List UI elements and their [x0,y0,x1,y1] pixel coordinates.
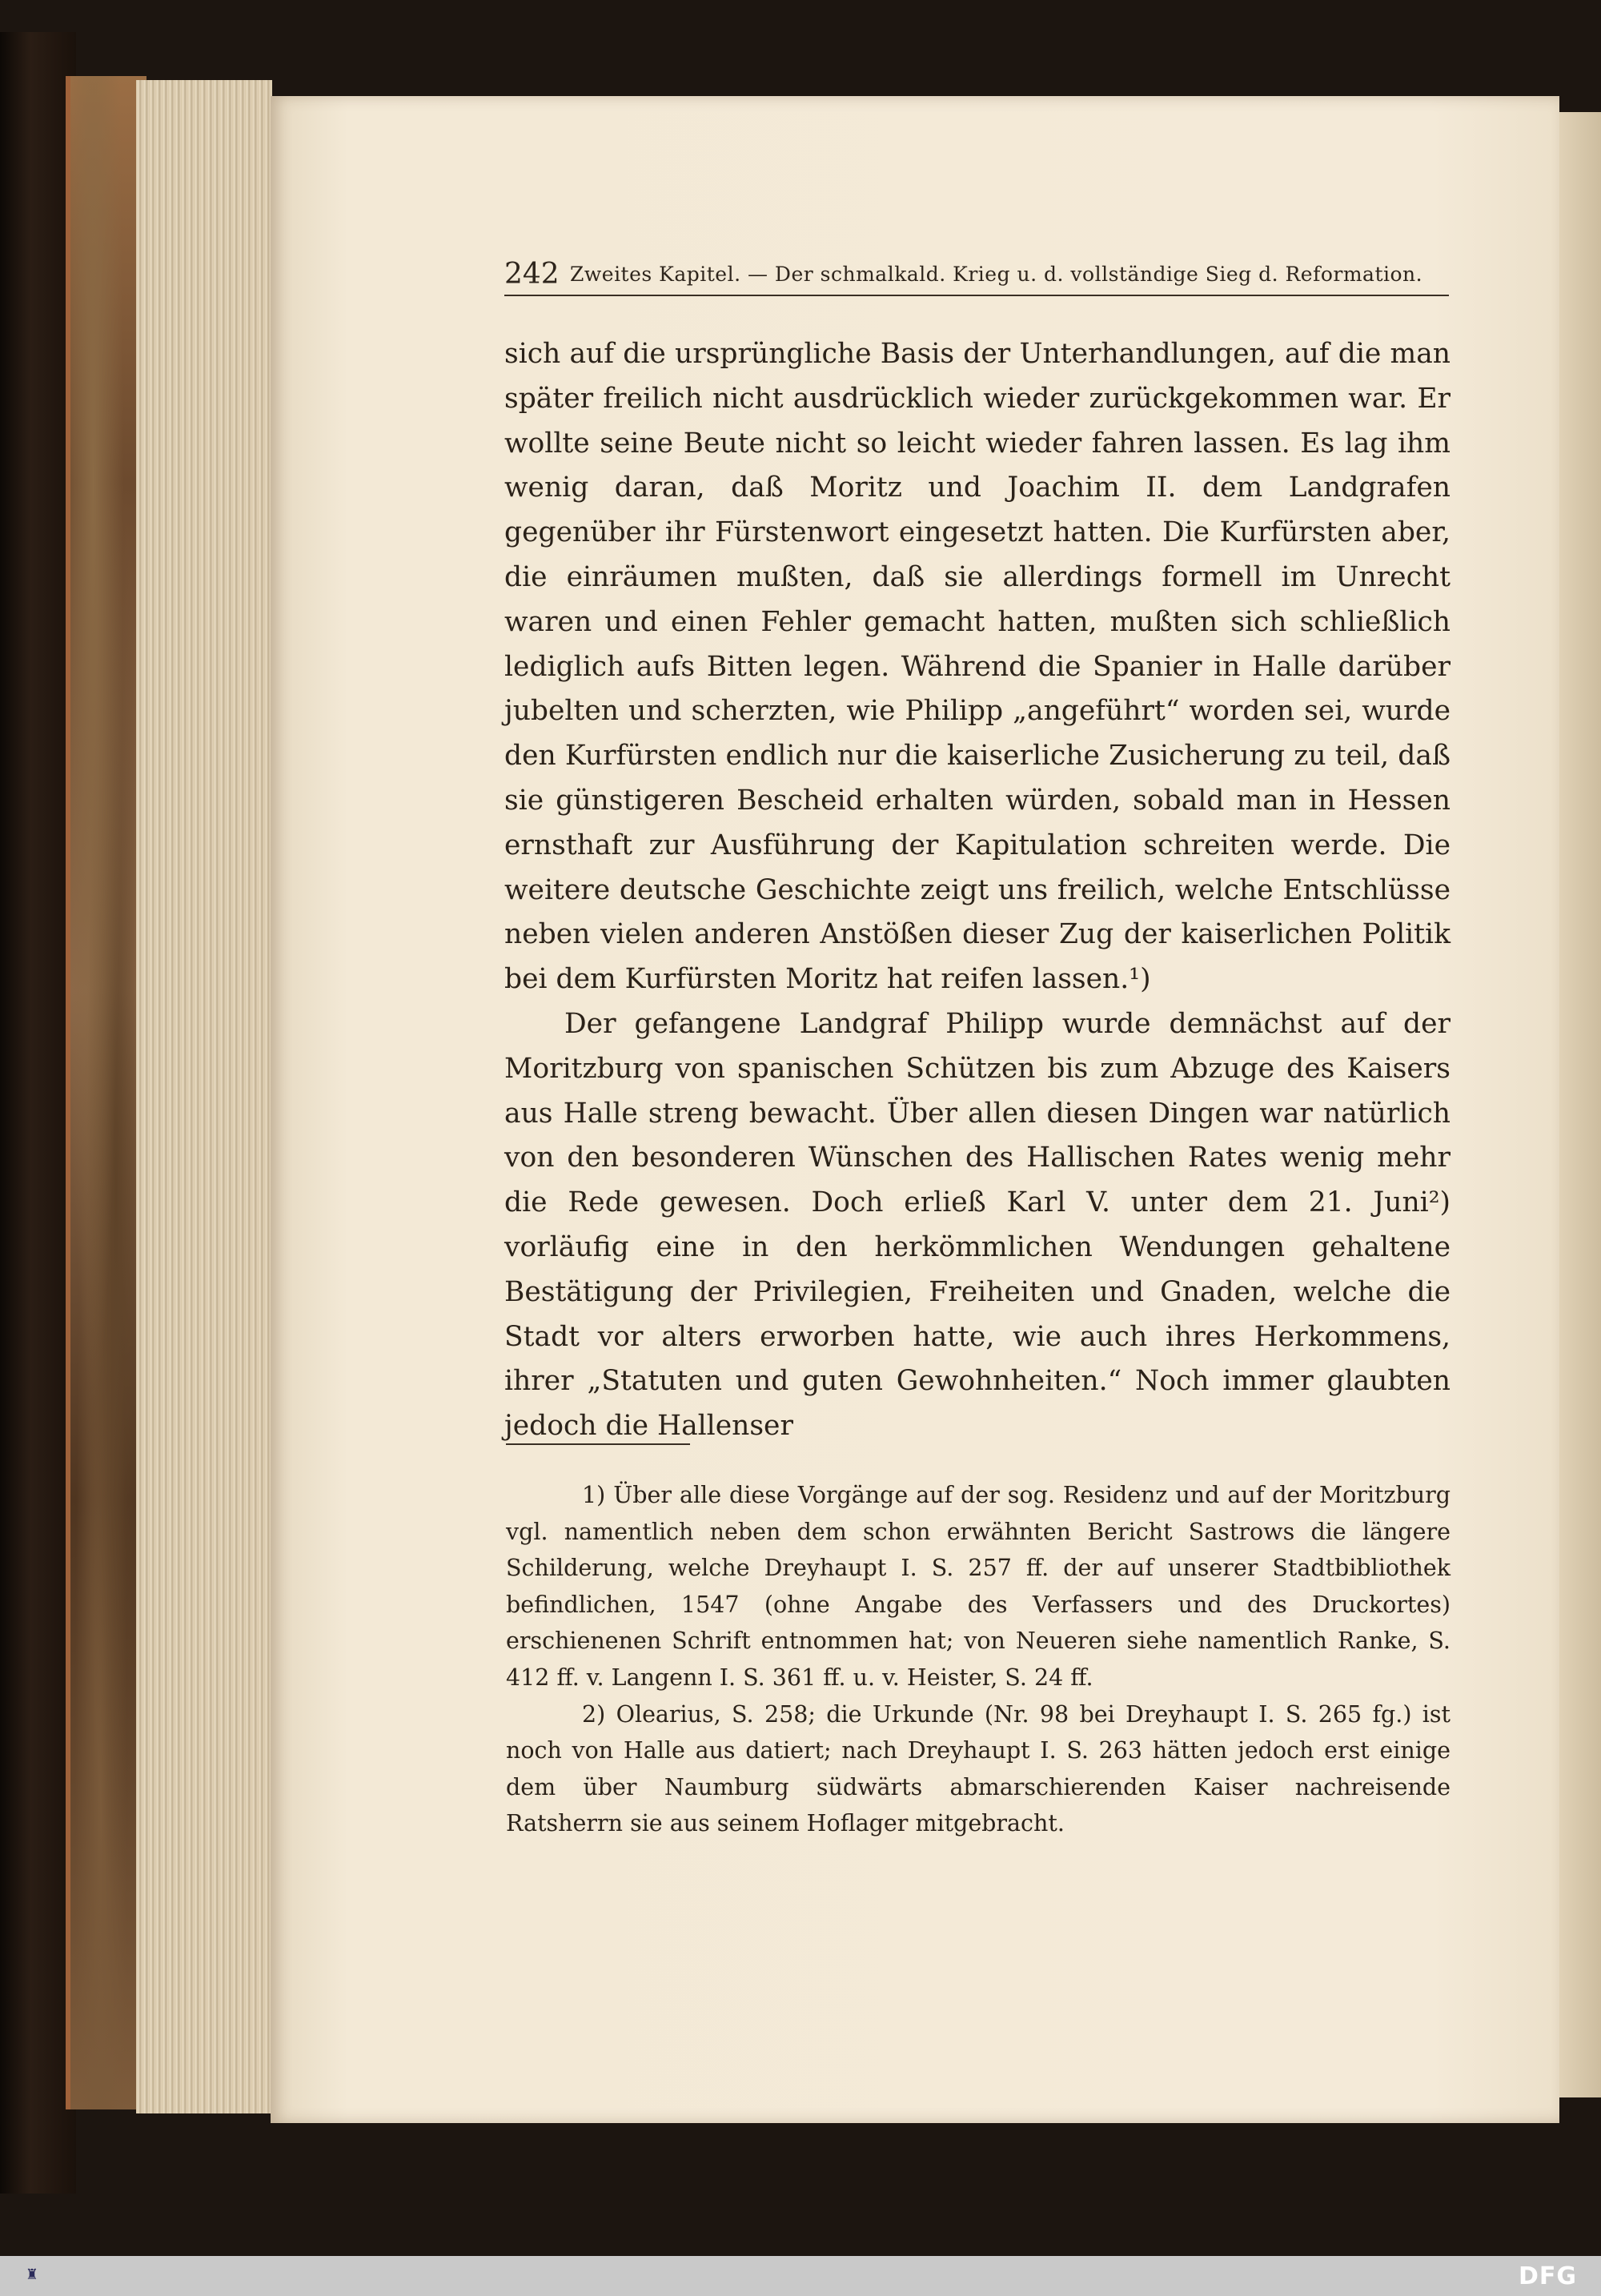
footnotes [506,1477,1451,1842]
right-page-edge [1557,112,1601,2097]
page-number: 242 [504,258,560,291]
paragraph-1: sich auf die ursprüngliche Basis der Unterhandlungen, auf die man später freilich nicht ausdrücklich wieder zurückgekommen war. Er wollte seine Beute nicht so leicht wieder fahren lassen. Es lag ihm wenig daran, daß Moritz und Joachim II. dem Landgrafen gegenüber ihr Fürstenwort eingesetzt hatten. Die Kurfürsten aber, die einräumen mußten, daß sie allerdings formell im Unrecht waren und einen Fehler gemacht hatten, mußten sich schließlich lediglich aufs Bitten legen. Während die Spanier in Halle darüber jubelten und scherzten, wie Philipp „angeführt“ worden sei, wurde den Kurfürsten endlich nur die kaiserliche Zusicherung zu teil, daß sie günstigeren Bescheid erhalten würden, sobald man in Hessen ernsthaft zur Ausführung der Kapitulation schreiten werde. Die weitere deutsche Geschichte zeigt uns freilich, welche Entschlüsse neben vielen anderen Anstößen dieser Zug der kaiserlichen Politik bei dem Kurfürsten Moritz hat reifen lassen.¹) [504,338,1451,996]
dfg-logo: DFG [1518,2262,1577,2290]
page-header [504,255,1449,296]
footnote-rule [506,1443,690,1445]
footnote-2: 2) Olearius, S. 258; die Urkunde (Nr. 98 bei Dreyhaupt I. S. 265 fg.) ist noch von Halle aus datiert; nach Dreyhaupt I. S. 263 hätten jedoch erst einige dem über Naumburg südwärts abmarschierenden Kaiser nachreisende Ratsherrn sie aus seinem Hoflager mitgebracht. [506,1700,1451,1837]
footnote-1: 1) Über alle diese Vorgänge auf der sog. Residenz und auf der Moritzburg vgl. namentlich neben dem schon erwähnten Bericht Sastrows die längere Schilderung, welche Dreyhaupt I. S. 257 ff. der auf unserer Stadtbibliothek befindlichen, 1547 (ohne Angabe des Verfassers und des Druckortes) erschienenen Schrift entnommen hat; von Neueren siehe namentlich Ranke, S. 412 ff. v. Langenn I. S. 361 ff. u. v. Heister, S. 24 ff. [506,1482,1451,1691]
viewer-footer-bar [0,2256,1601,2296]
running-head: Zweites Kapitel. — Der schmalkald. Krieg u. d. vollständige Sieg d. Reformation. [570,263,1423,286]
book-spine [0,32,76,2194]
paragraph-2: Der gefangene Landgraf Philipp wurde demnächst auf der Moritzburg von spanischen Schützen bis zum Abzuge des Kaisers aus Halle streng bewacht. Über allen diesen Dingen war natürlich von den besonderen Wünschen des Hallischen Rates wenig mehr die Rede gewesen. Doch erließ Karl V. unter dem 21. Juni²) vorläufig eine in den herkömmlichen Wendungen gehaltene Bestätigung der Privilegien, Freiheiten und Gnaden, welche die Stadt vor alters erworben hatte, wie auch ihres Herkommens, ihrer „Statuten und guten Gewohnheiten.“ Noch immer glaubten jedoch die Hallenser [504,1007,1451,1443]
page-stack-edge [136,80,272,2113]
library-logo-icon: ♜ [25,2266,39,2283]
marbled-cover-edge [66,76,146,2109]
body-text [504,332,1451,1449]
